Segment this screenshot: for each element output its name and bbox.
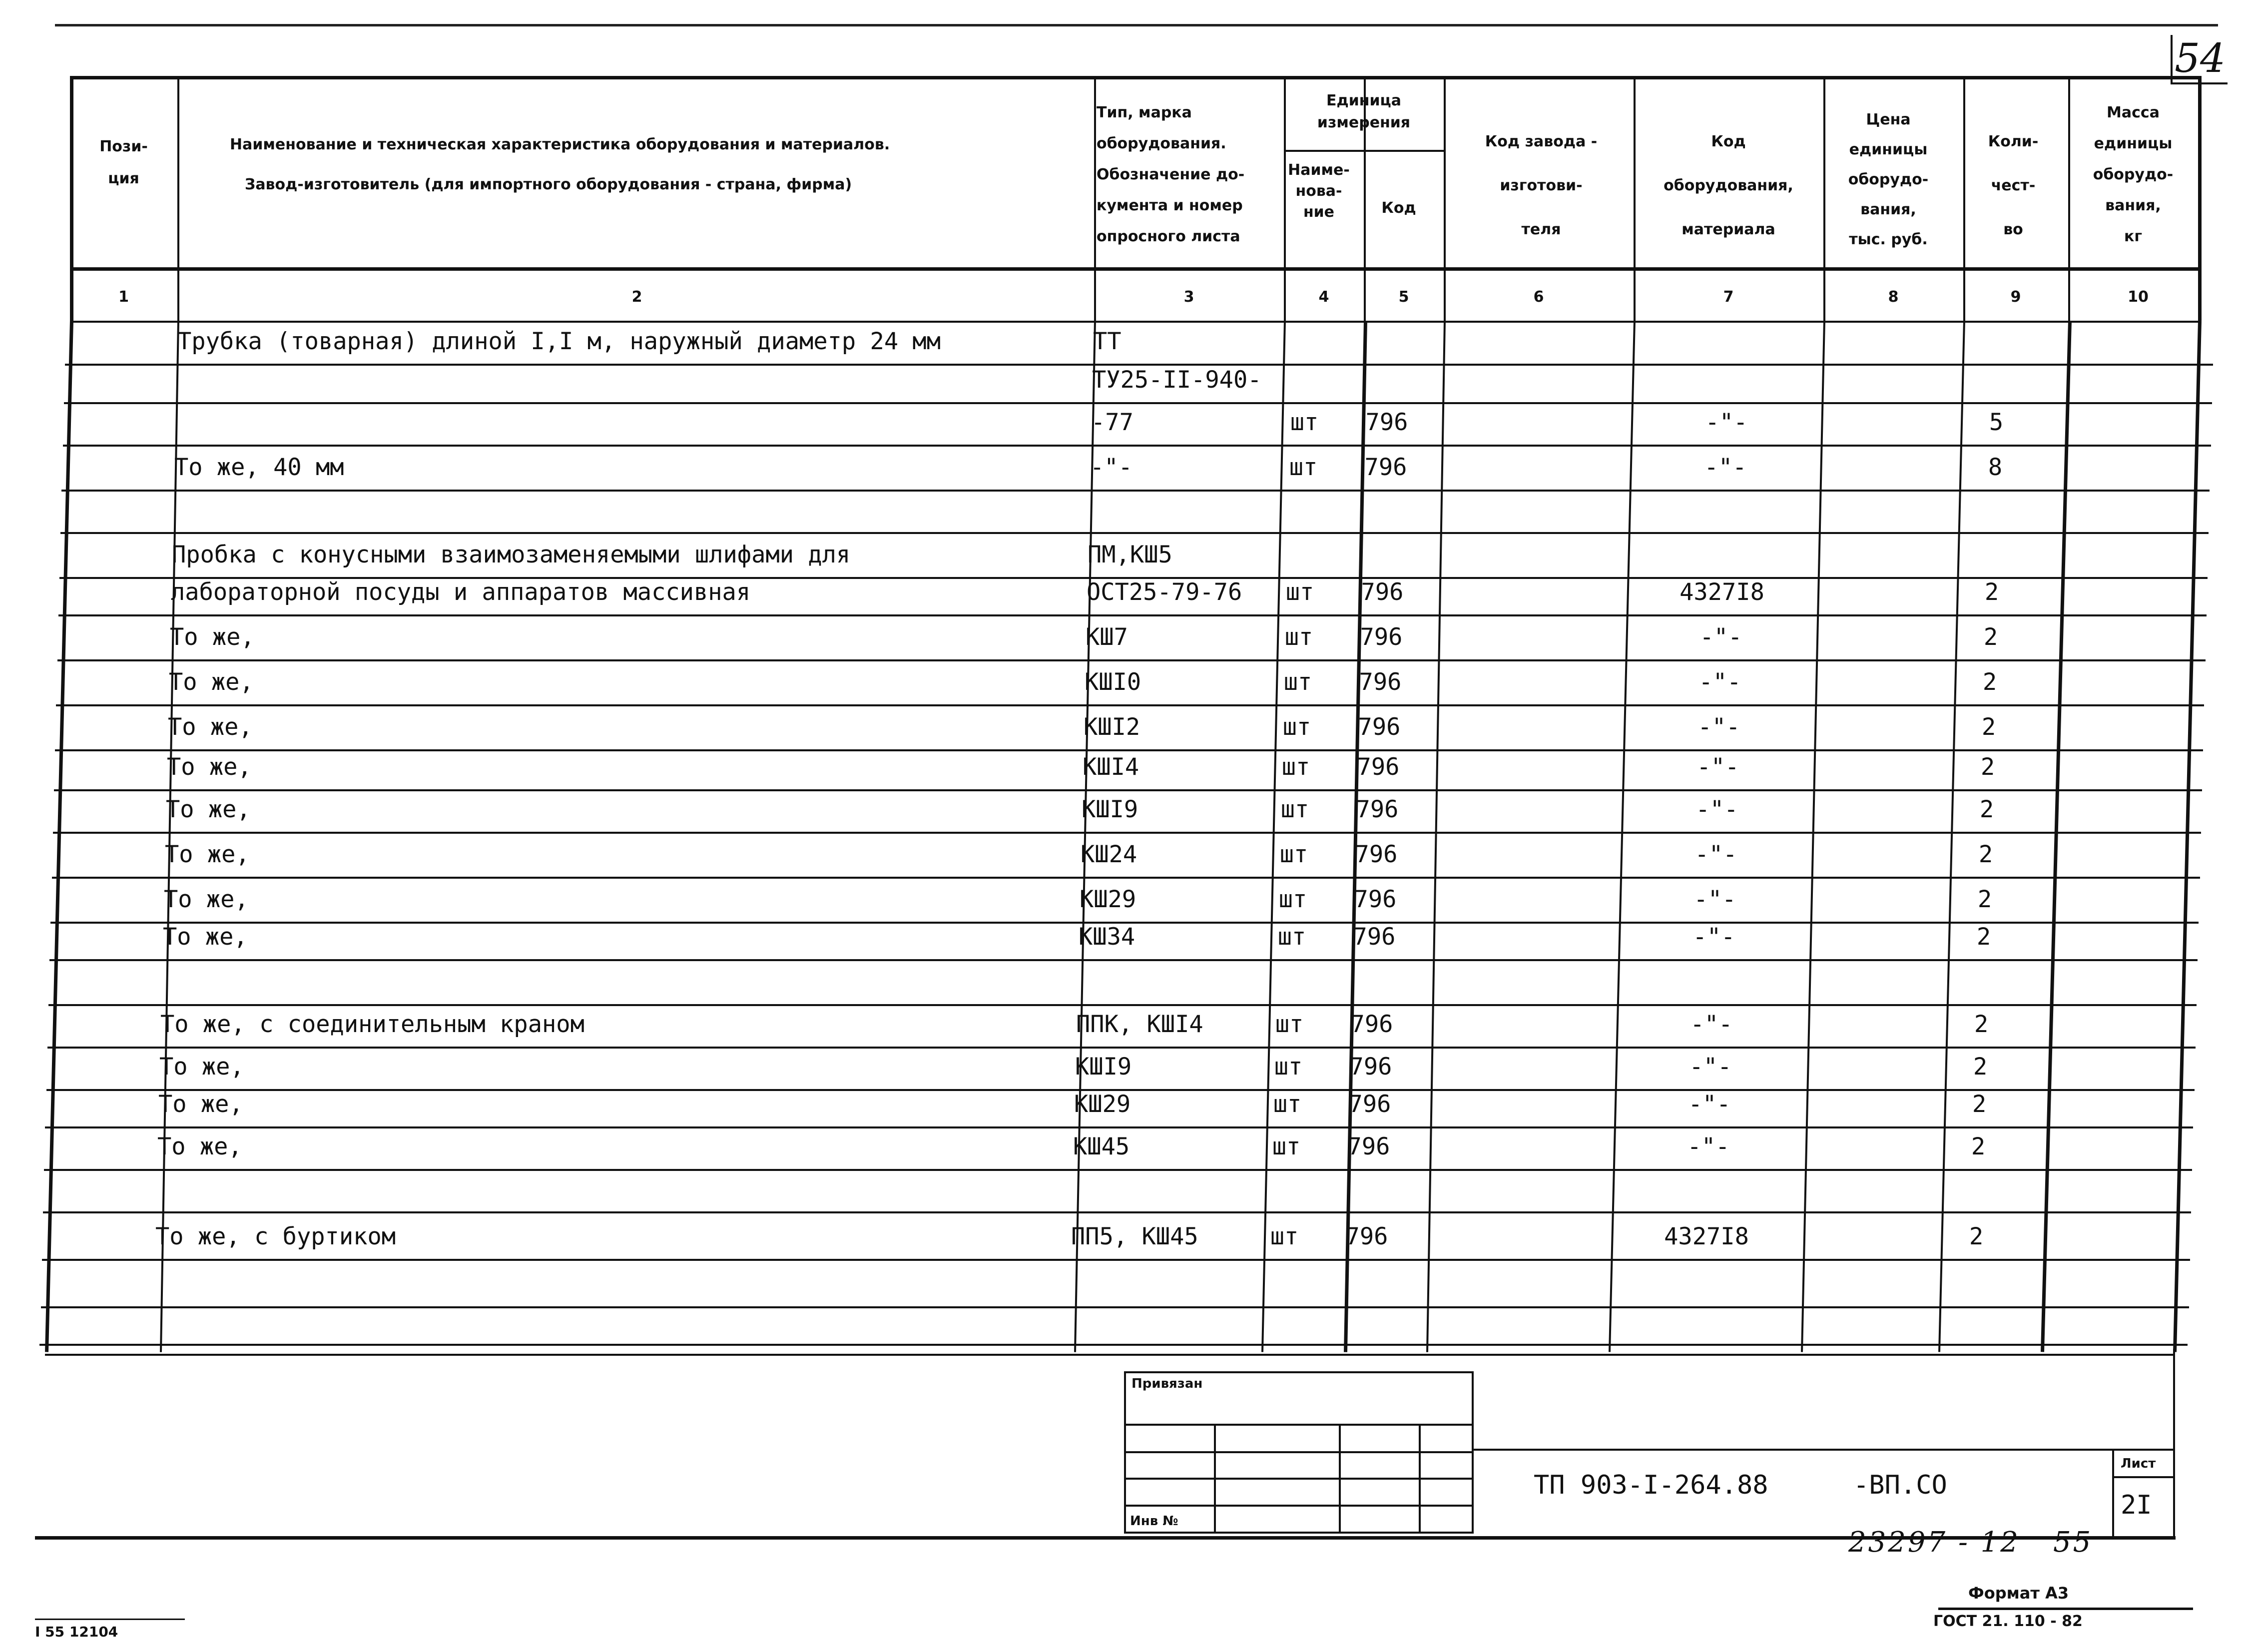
header-col1 bbox=[70, 131, 177, 195]
cell-code: 796 bbox=[1355, 841, 1398, 868]
cell-qty: 2 bbox=[1984, 578, 1999, 606]
cell-mat-code: -"- bbox=[1694, 841, 1737, 868]
header-col3 bbox=[1097, 97, 1271, 252]
cell-mat-code: -"- bbox=[1692, 923, 1735, 951]
header-col6-line: теля bbox=[1521, 221, 1561, 238]
cell-mat-code: 4327I8 bbox=[1664, 1223, 1749, 1250]
cell-unit: шт bbox=[1282, 713, 1311, 741]
cell-type: ТУ25-II-940- bbox=[1092, 366, 1262, 394]
cell-type: КШ45 bbox=[1073, 1133, 1130, 1160]
header-col9-line: во bbox=[2003, 221, 2023, 238]
header-col7-line: материала bbox=[1682, 221, 1775, 238]
cell-code: 796 bbox=[1360, 623, 1403, 651]
header-col9-line: Коли- bbox=[1988, 133, 2039, 150]
column-number: 10 bbox=[2128, 288, 2149, 306]
cell-mat-code: -"- bbox=[1705, 409, 1748, 436]
cell-unit: шт bbox=[1277, 923, 1306, 951]
grid-line bbox=[57, 659, 2206, 661]
document-code: ТП 903-I-264.88 bbox=[1534, 1470, 1768, 1500]
cell-qty: 2 bbox=[1979, 796, 1994, 823]
cell-code: 796 bbox=[1349, 1053, 1392, 1081]
cell-unit: шт bbox=[1278, 886, 1307, 913]
grid-line bbox=[70, 267, 2201, 271]
cell-code: 796 bbox=[1354, 886, 1397, 913]
grid-line bbox=[70, 321, 2201, 323]
cell-code: 796 bbox=[1353, 923, 1396, 951]
cell-name: лабораторной посуды и аппаратов массивная bbox=[171, 578, 751, 606]
cell-type: ПП5, КШ45 bbox=[1071, 1223, 1198, 1250]
cell-qty: 2 bbox=[1973, 1053, 1988, 1081]
grid-line bbox=[45, 1126, 2193, 1128]
archive-page: 55 bbox=[2053, 1526, 2093, 1559]
cell-name: То же, bbox=[158, 1091, 243, 1118]
grid-line bbox=[52, 877, 2200, 879]
cell-type: КШ34 bbox=[1079, 923, 1135, 951]
cell-qty: 2 bbox=[1983, 623, 1998, 651]
cell-unit: шт bbox=[1289, 454, 1318, 481]
cell-mat-code: -"- bbox=[1699, 623, 1742, 651]
cell-qty: 2 bbox=[1976, 923, 1991, 951]
cell-unit: шт bbox=[1284, 623, 1313, 651]
header-col5: Код bbox=[1381, 199, 1416, 217]
grid-line bbox=[60, 532, 2209, 534]
grid-line bbox=[58, 614, 2207, 616]
cell-name: То же, bbox=[159, 1053, 244, 1081]
grid-line bbox=[42, 1259, 2190, 1261]
cell-code: 796 bbox=[1357, 753, 1400, 781]
header-col4-line: Наиме- bbox=[1288, 161, 1350, 179]
cell-unit: шт bbox=[1285, 578, 1314, 606]
cell-code: 796 bbox=[1347, 1133, 1390, 1160]
cell-code: 796 bbox=[1364, 454, 1407, 481]
cell-name: То же, с соединительным краном bbox=[160, 1011, 584, 1038]
header-col7-line: оборудования, bbox=[1664, 177, 1793, 194]
header-col6 bbox=[1449, 120, 1634, 252]
cell-qty: 2 bbox=[1971, 1133, 1986, 1160]
document-suffix: -ВП.СО bbox=[1853, 1470, 1947, 1500]
header-unit-group-line: измерения bbox=[1317, 114, 1411, 131]
column-number: 3 bbox=[1183, 288, 1194, 306]
top-rule bbox=[55, 24, 2218, 26]
cell-mat-code: 4327I8 bbox=[1680, 578, 1764, 606]
cell-mat-code: -"- bbox=[1690, 1011, 1733, 1038]
cell-qty: 2 bbox=[1977, 886, 1992, 913]
grid-line bbox=[2041, 321, 2072, 1352]
gost-label: ГОСТ 21. 110 - 82 bbox=[1933, 1613, 2083, 1630]
cell-mat-code: -"- bbox=[1695, 796, 1738, 823]
sheet-corner-number: 54 bbox=[2171, 35, 2228, 84]
cell-code: 796 bbox=[1359, 668, 1402, 696]
grid-line bbox=[48, 1004, 2197, 1006]
grid-line bbox=[55, 749, 2203, 751]
cell-type: -"- bbox=[1090, 454, 1132, 481]
header-col4 bbox=[1286, 160, 1351, 223]
grid-line bbox=[63, 445, 2211, 447]
inventory-number-label: Инв № bbox=[1130, 1514, 1178, 1529]
header-col3-line: Обозначение до- bbox=[1097, 166, 1245, 183]
grid-line bbox=[54, 789, 2202, 791]
cell-unit: шт bbox=[1275, 1011, 1304, 1038]
cell-code: 796 bbox=[1361, 578, 1404, 606]
header-col2-line: Завод-изготовитель (для импортного оборудования - страна, фирма) bbox=[245, 176, 852, 193]
column-number: 6 bbox=[1533, 288, 1544, 306]
cell-name: То же, 40 мм bbox=[174, 454, 344, 481]
header-col6-line: изготови- bbox=[1500, 177, 1583, 194]
cell-type: КШ29 bbox=[1080, 886, 1136, 913]
cell-unit: шт bbox=[1273, 1091, 1302, 1118]
cell-name: То же, bbox=[169, 668, 254, 696]
cell-code: 796 bbox=[1356, 796, 1399, 823]
grid-line bbox=[65, 364, 2213, 366]
header-col8-line: тыс. руб. bbox=[1849, 231, 1928, 248]
cell-type: КШI2 bbox=[1084, 713, 1140, 741]
column-number: 1 bbox=[118, 288, 129, 306]
cell-name: То же, bbox=[157, 1133, 242, 1160]
grid-line bbox=[39, 1344, 2188, 1346]
cell-qty: 2 bbox=[1980, 753, 1995, 781]
cell-mat-code: -"- bbox=[1704, 454, 1747, 481]
cell-type: ППК, КШI4 bbox=[1076, 1011, 1203, 1038]
cell-qty: 8 bbox=[1988, 454, 2003, 481]
cell-code: 796 bbox=[1348, 1091, 1391, 1118]
cell-qty: 2 bbox=[1969, 1223, 1984, 1250]
cell-unit: шт bbox=[1279, 841, 1308, 868]
header-col3-line: кумента и номер bbox=[1097, 197, 1243, 214]
cell-name: То же, bbox=[168, 713, 253, 741]
cell-name: То же, bbox=[166, 796, 251, 823]
cell-mat-code: -"- bbox=[1687, 1133, 1730, 1160]
header-col1-line: ция bbox=[108, 170, 139, 187]
grid-line bbox=[41, 1306, 2189, 1308]
cell-name: То же, bbox=[163, 923, 248, 951]
grid-line bbox=[53, 832, 2201, 834]
cell-code: 796 bbox=[1345, 1223, 1388, 1250]
cell-qty: 2 bbox=[1981, 713, 1996, 741]
column-number: 4 bbox=[1318, 288, 1329, 306]
sheet-number: 2I bbox=[2121, 1490, 2152, 1520]
grid-line bbox=[2173, 321, 2202, 1352]
header-col8 bbox=[1823, 105, 1953, 255]
cell-name: То же, bbox=[165, 841, 250, 868]
cell-type: КШ29 bbox=[1074, 1091, 1131, 1118]
cell-name: Пробка с конусными взаимозаменяемыми шлифами для bbox=[172, 541, 851, 568]
header-col2-line: Наименование и техническая характеристика оборудования и материалов. bbox=[230, 136, 890, 153]
archive-number: 23297 - 12 bbox=[1848, 1526, 2020, 1559]
cell-type: -77 bbox=[1091, 409, 1133, 436]
cell-type: КШI0 bbox=[1085, 668, 1141, 696]
header-col8-line: оборудо- bbox=[1848, 171, 1929, 188]
cell-mat-code: -"- bbox=[1693, 886, 1736, 913]
header-unit-group bbox=[1281, 90, 1446, 134]
cell-code: 796 bbox=[1358, 713, 1401, 741]
header-col10-line: вания, bbox=[2105, 197, 2161, 214]
cell-type: КШI9 bbox=[1082, 796, 1138, 823]
header-col10-line: оборудо- bbox=[2093, 166, 2174, 183]
header-col4-line: нова- bbox=[1295, 182, 1342, 200]
cell-type: ОСТ25-79-76 bbox=[1087, 578, 1242, 606]
column-number: 5 bbox=[1398, 288, 1409, 306]
column-number: 9 bbox=[2010, 288, 2021, 306]
column-number: 7 bbox=[1723, 288, 1734, 306]
cell-qty: 2 bbox=[1974, 1011, 1989, 1038]
grid-line bbox=[47, 1047, 2196, 1049]
cell-qty: 5 bbox=[1989, 409, 2004, 436]
header-col10-line: единицы bbox=[2094, 135, 2173, 152]
cell-unit: шт bbox=[1290, 409, 1319, 436]
cell-mat-code: -"- bbox=[1689, 1053, 1732, 1081]
cell-code: 796 bbox=[1350, 1011, 1393, 1038]
cell-name: То же, bbox=[170, 623, 255, 651]
header-col4-line: ние bbox=[1303, 203, 1335, 221]
header-col7-line: Код bbox=[1711, 133, 1746, 150]
grid-line bbox=[56, 704, 2204, 706]
header-col10 bbox=[2068, 97, 2198, 252]
cell-name: То же, bbox=[167, 753, 252, 781]
attached-label: Привязан bbox=[1131, 1376, 1203, 1391]
cell-unit: шт bbox=[1281, 753, 1310, 781]
column-number: 2 bbox=[631, 288, 642, 306]
grid-line bbox=[45, 321, 73, 1352]
grid-line bbox=[64, 402, 2212, 404]
sheet-label: Лист bbox=[2121, 1456, 2156, 1471]
cell-mat-code: -"- bbox=[1688, 1091, 1731, 1118]
cell-name: То же, bbox=[164, 886, 249, 913]
header-col7 bbox=[1634, 120, 1823, 252]
grid-line bbox=[44, 1169, 2192, 1171]
cell-unit: шт bbox=[1270, 1223, 1299, 1250]
cell-unit: шт bbox=[1283, 668, 1312, 696]
cell-type: ПМ,КШ5 bbox=[1088, 541, 1172, 568]
grid-line bbox=[61, 490, 2210, 492]
header-col1-line: Пози- bbox=[99, 138, 148, 155]
header-col3-line: оборудования. bbox=[1097, 135, 1226, 152]
format-label: Формат А3 bbox=[1968, 1584, 2069, 1603]
cell-type: ТТ bbox=[1093, 328, 1121, 355]
header-unit-group-line: Единица bbox=[1326, 92, 1401, 109]
cell-name: Трубка (товарная) длиной I,I м, наружный диаметр 24 мм bbox=[177, 328, 941, 355]
cell-unit: шт bbox=[1274, 1053, 1303, 1081]
column-number: 8 bbox=[1888, 288, 1899, 306]
cell-type: КШI9 bbox=[1075, 1053, 1132, 1081]
cell-name: То же, с буртиком bbox=[155, 1223, 396, 1250]
grid-line bbox=[49, 959, 2198, 961]
header-col9-line: чест- bbox=[1991, 177, 2036, 194]
cell-mat-code: -"- bbox=[1698, 668, 1741, 696]
cell-type: КШ24 bbox=[1081, 841, 1137, 868]
cell-qty: 2 bbox=[1978, 841, 1993, 868]
header-col3-line: опросного листа bbox=[1097, 228, 1240, 245]
grid-line bbox=[70, 76, 2201, 79]
cell-unit: шт bbox=[1272, 1133, 1301, 1160]
header-col6-line: Код завода - bbox=[1485, 133, 1598, 150]
cell-code: 796 bbox=[1365, 409, 1408, 436]
grid-line bbox=[43, 1211, 2191, 1213]
cell-type: КШI4 bbox=[1083, 753, 1139, 781]
header-col10-line: кг bbox=[2124, 228, 2143, 245]
cell-unit: шт bbox=[1280, 796, 1309, 823]
header-col9 bbox=[1958, 120, 2068, 252]
cell-mat-code: -"- bbox=[1697, 713, 1740, 741]
grid-line bbox=[1426, 321, 1446, 1352]
header-col8-line: Цена bbox=[1866, 111, 1911, 128]
cell-type: КШ7 bbox=[1086, 623, 1128, 651]
grid-line bbox=[177, 76, 179, 321]
cell-qty: 2 bbox=[1982, 668, 1997, 696]
header-col10-line: Масса bbox=[2107, 104, 2160, 121]
grid-line bbox=[1609, 321, 1636, 1352]
header-col3-line: Тип, марка bbox=[1097, 104, 1192, 121]
header-col8-line: единицы bbox=[1849, 141, 1928, 158]
cell-mat-code: -"- bbox=[1696, 753, 1739, 781]
header-col8-line: вания, bbox=[1860, 201, 1916, 218]
header-col2 bbox=[185, 125, 1084, 205]
cell-qty: 2 bbox=[1972, 1091, 1987, 1118]
print-code: I 55 12104 bbox=[35, 1624, 118, 1640]
